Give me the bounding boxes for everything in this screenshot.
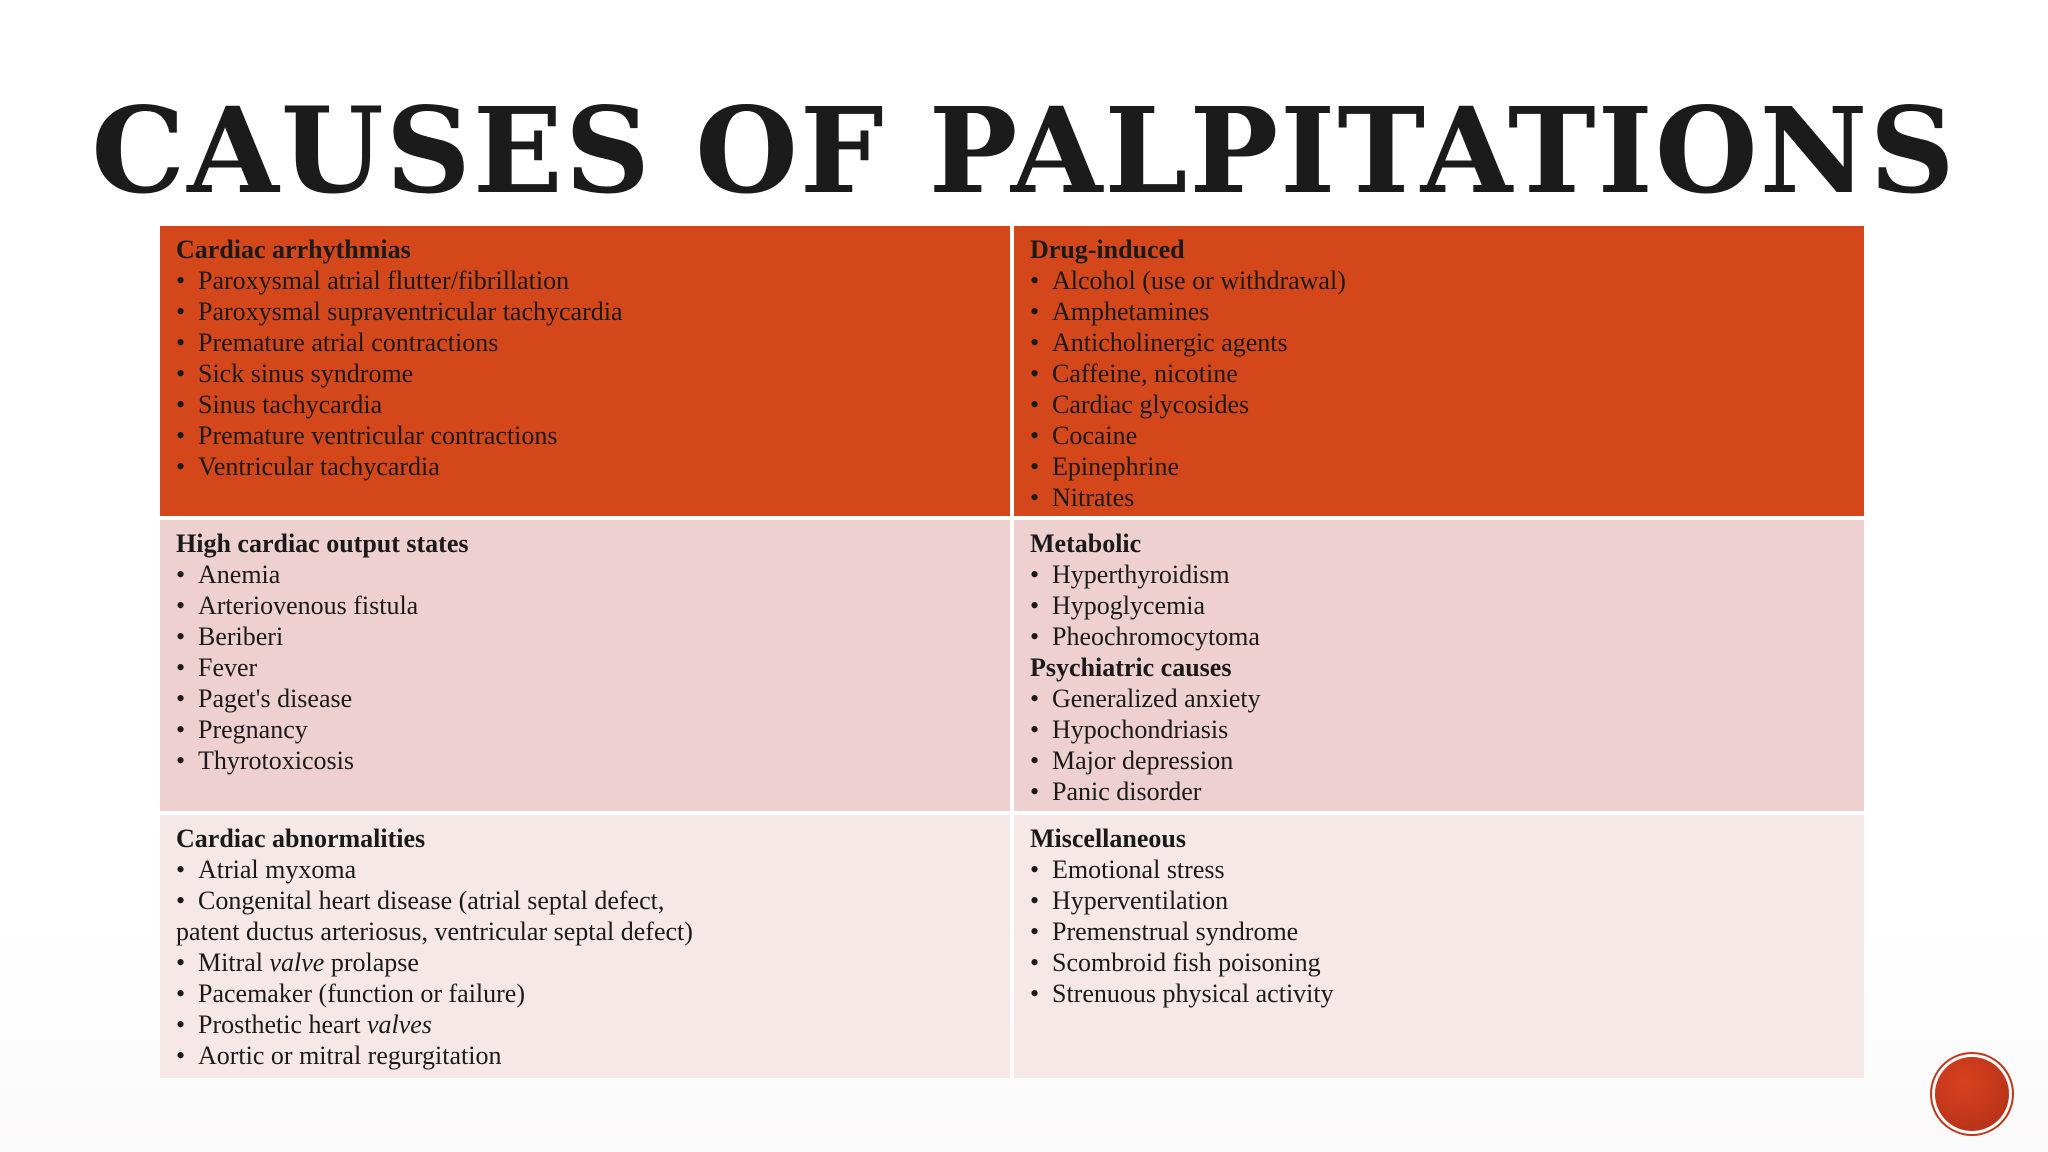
cell-heading: Psychiatric causes [1030,653,1232,682]
list-item: • Premenstrual syndrome [1030,917,1299,946]
cell-heading: Metabolic [1030,529,1142,558]
list-item: • Aortic or mitral regurgitation [176,1041,502,1070]
slide-title: CAUSES OF PALPITATIONS [91,81,1957,220]
item-list [1030,683,1864,807]
list-item: • Major depression [1030,746,1234,775]
list-item: • Beriberi [176,622,284,651]
list-item: • Arteriovenous fistula [176,591,419,620]
cell-high-cardiac-output [160,520,1010,811]
list-item: • Hypochondriasis [1030,715,1229,744]
item-list [1030,559,1864,652]
list-item: • Cocaine [1030,421,1138,450]
cell-heading: Miscellaneous [1030,824,1186,853]
cell-heading: Drug-induced [1030,235,1185,264]
list-item: • Congenital heart disease (atrial septal defect, [176,886,665,915]
item-list [1030,265,1864,513]
table-row [160,815,1864,1078]
list-item-continuation: patent ductus arteriosus, ventricular septal defect) [176,917,693,946]
item-list [176,854,1010,1071]
list-item: • Caffeine, nicotine [1030,359,1238,388]
list-item: • Hyperventilation [1030,886,1229,915]
list-item: • Paroxysmal supraventricular tachycardia [176,297,623,326]
list-item: • Ventricular tachycardia [176,452,440,481]
list-item: • Epinephrine [1030,452,1180,481]
table-row [160,520,1864,811]
list-item: • Nitrates [1030,483,1135,512]
list-item: • Premature atrial contractions [176,328,499,357]
list-item: • Paget's disease [176,684,353,713]
list-item: • Scombroid fish poisoning [1030,948,1321,977]
list-item: • Pheochromocytoma [1030,622,1260,651]
list-item: • Sinus tachycardia [176,390,383,419]
list-item: • Atrial myxoma [176,855,357,884]
cell-drug-induced [1014,226,1864,516]
cell-heading: Cardiac arrhythmias [176,235,411,264]
cell-miscellaneous [1014,815,1864,1078]
list-item: • Amphetamines [1030,297,1210,326]
list-item: • Alcohol (use or withdrawal) [1030,266,1346,295]
list-item: • Anticholinergic agents [1030,328,1288,357]
cell-cardiac-abnormalities [160,815,1010,1078]
list-item: • Premature ventricular contractions [176,421,558,450]
list-item: • Anemia [176,560,281,589]
cell-metabolic-psychiatric [1014,520,1864,811]
list-item: • Strenuous physical activity [1030,979,1334,1008]
list-item: • Emotional stress [1030,855,1225,884]
cell-heading: High cardiac output states [176,529,469,558]
cell-heading: Cardiac abnormalities [176,824,426,853]
causes-table [160,226,1864,1078]
list-item: • Hyperthyroidism [1030,560,1230,589]
list-item: • Sick sinus syndrome [176,359,414,388]
list-item: • Fever [176,653,258,682]
item-list [176,559,1010,776]
table-row [160,226,1864,516]
list-item: • Generalized anxiety [1030,684,1261,713]
list-item: • Hypoglycemia [1030,591,1206,620]
list-item: • Mitral valve prolapse [176,948,419,977]
list-item: • Pregnancy [176,715,308,744]
list-item: • Cardiac glycosides [1030,390,1250,419]
item-list [1030,854,1864,1009]
slide-nav-circle-button[interactable] [1935,1057,2009,1131]
list-item: • Paroxysmal atrial flutter/fibrillation [176,266,570,295]
item-list [176,265,1010,482]
list-item: • Panic disorder [1030,777,1202,806]
list-item: • Thyrotoxicosis [176,746,354,775]
list-item: • Prosthetic heart valves [176,1010,432,1039]
list-item: • Pacemaker (function or failure) [176,979,526,1008]
cell-cardiac-arrhythmias [160,226,1010,516]
